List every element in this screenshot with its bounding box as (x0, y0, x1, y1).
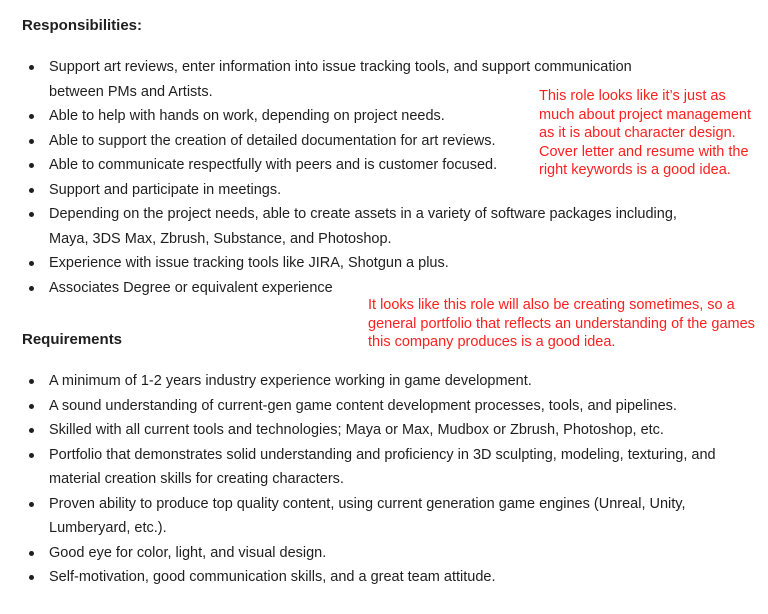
requirements-heading: Requirements (22, 331, 123, 348)
bullet-icon (29, 453, 34, 458)
bullet-icon (29, 65, 34, 70)
responsibilities-heading: Responsibilities: (22, 17, 143, 34)
bullet-icon (29, 212, 34, 217)
list-item (27, 443, 747, 492)
list-item (27, 565, 747, 590)
list-item-text: Self-motivation, good communication skills, and a great team attitude. (49, 569, 496, 585)
bullet-icon (29, 428, 34, 433)
bullet-icon (29, 188, 34, 193)
list-item-text: Able to communicate respectfully with peers and is customer focused. (49, 157, 498, 173)
list-item (27, 369, 747, 394)
bullet-icon (29, 502, 34, 507)
bullet-icon (29, 139, 34, 144)
list-item-text: Associates Degree or equivalent experience (49, 279, 333, 296)
bullet-icon (29, 261, 34, 266)
list-item-text: Skilled with all current tools and technologies; Maya or Max, Mudbox or Zbrush, Photoshop, etc. (49, 422, 664, 438)
requirements-list (27, 369, 747, 590)
list-item-text: Proven ability to produce top quality content, using current generation game engines (Unreal, Unity, Lumberyard, etc.). (49, 495, 686, 536)
list-item-text: Experience with issue tracking tools like JIRA, Shotgun a plus. (49, 255, 449, 271)
list-item-text: Support art reviews, enter information into issue tracking tools, and support communication between PMs and Artists. (49, 59, 632, 100)
bullet-icon (29, 551, 34, 556)
list-item (27, 418, 747, 443)
list-item (27, 251, 747, 276)
bullet-icon (29, 114, 34, 119)
list-item-text: Depending on the project needs, able to create assets in a variety of software packages including, Maya, 3DS Max, Zbrush, Substance, and Photoshop. (49, 206, 677, 247)
list-item (27, 492, 747, 541)
bullet-icon (29, 404, 34, 409)
list-item-text: Portfolio that demonstrates solid understanding and proficiency in 3D sculpting, modeling, texturing, and material creation skills for creating characters. (49, 446, 716, 487)
annotation-project-management: This role looks like it’s just as much about project management as it is about character design. Cover letter and resume with the right keywords is a good idea. (539, 87, 754, 180)
list-item-text: A sound understanding of current-gen game content development processes, tools, and pipelines. (49, 397, 677, 414)
list-item-text: Able to help with hands on work, depending on project needs. (49, 108, 445, 124)
list-item (27, 178, 747, 203)
bullet-icon (29, 286, 34, 291)
list-item-text: A minimum of 1-2 years industry experience working in game development. (49, 373, 532, 389)
bullet-icon (29, 575, 34, 580)
list-item-text: Able to support the creation of detailed documentation for art reviews. (49, 132, 496, 149)
list-item-text: Support and participate in meetings. (49, 181, 282, 198)
list-item-text: Good eye for color, light, and visual design. (49, 544, 327, 561)
list-item (27, 394, 747, 419)
list-item (27, 541, 747, 566)
bullet-icon (29, 163, 34, 168)
bullet-icon (29, 379, 34, 384)
list-item (27, 202, 747, 251)
annotation-portfolio: It looks like this role will also be creating sometimes, so a general portfolio that reflects an understanding of the games this company produces is a good idea. (368, 296, 758, 352)
